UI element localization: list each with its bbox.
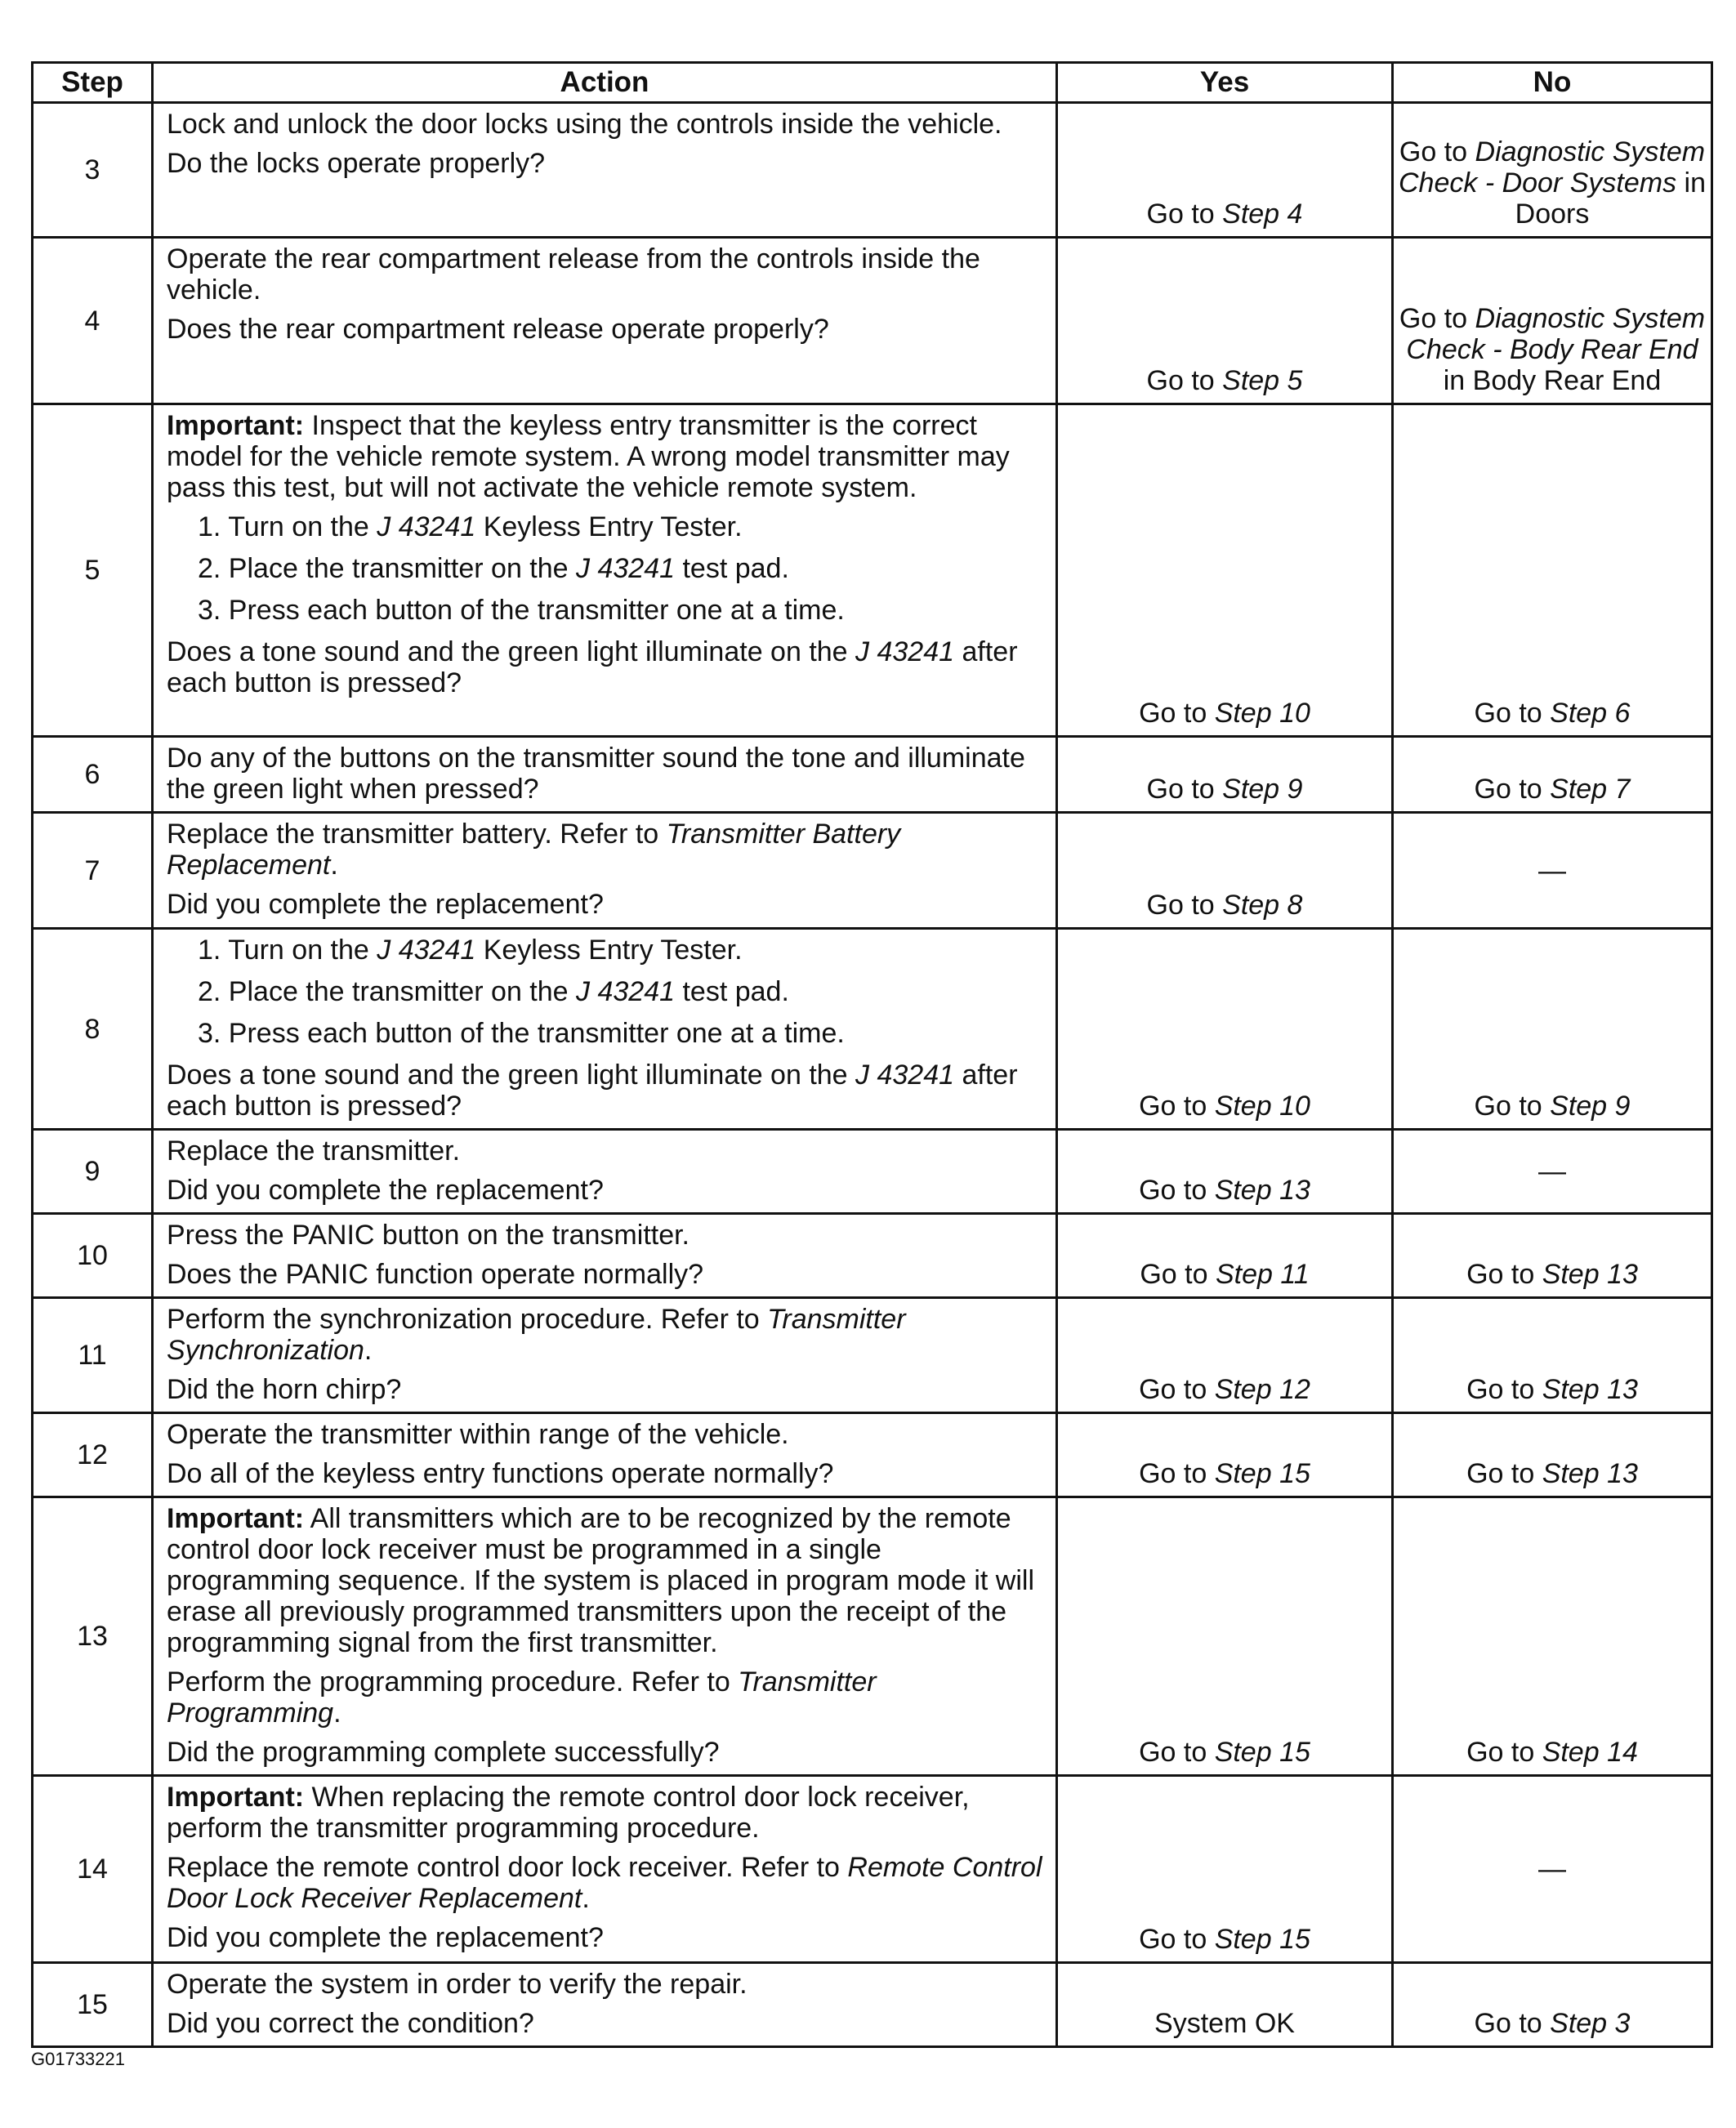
- no-step-link[interactable]: Step 14: [1542, 1737, 1638, 1768]
- table-row-step-15: [33, 1963, 1712, 2047]
- no-cell: [1393, 103, 1712, 238]
- no-step-link[interactable]: Step 6: [1550, 698, 1631, 729]
- question-text: after each button is pressed?: [167, 1060, 1018, 1122]
- action-cell: [153, 1214, 1057, 1298]
- important-text: All transmitters which are to be recognized by the remote control door lock receiver must be programmed in a single programming sequence. If the system is placed in program mode it will erase all previously programmed transmitters upon the receipt of the programming signal from the first transmitter.: [167, 1503, 1035, 1658]
- action-cell: [153, 1130, 1057, 1214]
- yes-prefix: Go to: [1140, 1259, 1216, 1290]
- no-cell: [1393, 1497, 1712, 1776]
- yes-prefix: Go to: [1139, 1374, 1215, 1405]
- table-row-step-7: [33, 813, 1712, 929]
- table-row-step-4: [33, 238, 1712, 404]
- action-text-part: Replace the remote control door lock receiver. Refer to: [167, 1852, 848, 1883]
- no-reference-link[interactable]: Diagnostic System Check - Body Rear End: [1406, 303, 1706, 365]
- important-text: When replacing the remote control door lock receiver, perform the transmitter programming procedure.: [167, 1782, 970, 1844]
- action-text-part: .: [333, 1697, 341, 1729]
- table-row-step-3: [33, 103, 1712, 238]
- action-question: Do any of the buttons on the transmitter sound the tone and illuminate the green light when pressed?: [167, 743, 1025, 805]
- important-label: Important:: [167, 410, 305, 441]
- table-row-step-9: [33, 1130, 1712, 1214]
- list-text: test pad.: [675, 976, 789, 1007]
- action-text-part: .: [364, 1335, 373, 1366]
- tool-reference: J 43241: [576, 553, 676, 584]
- no-prefix: Go to: [1474, 698, 1551, 729]
- yes-cell: [1057, 1497, 1393, 1776]
- no-cell: [1393, 1214, 1712, 1298]
- no-reference-link[interactable]: Diagnostic System Check - Door Systems: [1399, 136, 1706, 199]
- yes-prefix: Go to: [1146, 199, 1223, 230]
- table-row-step-13: [33, 1497, 1712, 1776]
- yes-prefix: Go to: [1146, 774, 1223, 805]
- yes-step-link[interactable]: Step 10: [1214, 1091, 1310, 1122]
- action-text: [167, 1852, 1044, 1914]
- no-prefix: Go to: [1474, 774, 1551, 805]
- yes-step-link[interactable]: Step 15: [1214, 1924, 1310, 1955]
- yes-cell: [1057, 929, 1393, 1130]
- table-row-step-14: [33, 1776, 1712, 1963]
- step-number: 11: [33, 1298, 153, 1413]
- action-cell: [153, 1497, 1057, 1776]
- yes-step-link[interactable]: Step 15: [1214, 1458, 1310, 1489]
- action-question: [167, 1060, 1044, 1122]
- header-yes: Yes: [1057, 63, 1393, 103]
- action-cell: [153, 103, 1057, 238]
- important-label: Important:: [167, 1782, 305, 1813]
- no-prefix: Go to: [1474, 1091, 1551, 1122]
- question-text: after each button is pressed?: [167, 636, 1018, 698]
- action-question: Do the locks operate properly?: [167, 148, 546, 179]
- step-number: 5: [33, 404, 153, 737]
- yes-cell: [1057, 238, 1393, 404]
- no-step-link[interactable]: Step 13: [1542, 1259, 1638, 1290]
- action-cell: [153, 404, 1057, 737]
- yes-prefix: Go to: [1139, 1175, 1215, 1206]
- step-number: 7: [33, 813, 153, 929]
- yes-cell: [1057, 737, 1393, 813]
- yes-cell: System OK: [1057, 1963, 1393, 2047]
- list-item: 3. Press each button of the transmitter one at a time.: [198, 595, 845, 626]
- yes-step-link[interactable]: Step 13: [1214, 1175, 1310, 1206]
- action-question: Did you correct the condition?: [167, 2008, 534, 2039]
- yes-cell: [1057, 1214, 1393, 1298]
- yes-step-link[interactable]: Step 15: [1214, 1737, 1310, 1768]
- step-number: 13: [33, 1497, 153, 1776]
- yes-prefix: Go to: [1139, 698, 1215, 729]
- important-note: [167, 1782, 1044, 1844]
- step-number: 14: [33, 1776, 153, 1963]
- no-prefix: Go to: [1466, 1259, 1542, 1290]
- action-text: Operate the rear compartment release from the controls inside the vehicle.: [167, 243, 980, 306]
- yes-step-link[interactable]: Step 9: [1222, 774, 1303, 805]
- list-item: [167, 511, 1044, 542]
- question-text: Does a tone sound and the green light illuminate on the: [167, 1060, 856, 1091]
- yes-cell: [1057, 1130, 1393, 1214]
- action-text-part: .: [330, 850, 338, 881]
- tool-reference: J 43241: [377, 935, 476, 966]
- procedure-reference[interactable]: Transmitter Programming: [167, 1666, 877, 1729]
- table-row-step-6: [33, 737, 1712, 813]
- yes-cell: [1057, 404, 1393, 737]
- procedure-list: [167, 935, 1044, 1049]
- action-text: Replace the transmitter.: [167, 1135, 461, 1167]
- table-row-step-5: [33, 404, 1712, 737]
- tool-reference: J 43241: [576, 976, 676, 1007]
- procedure-list: [167, 511, 1044, 626]
- list-text: test pad.: [675, 553, 789, 584]
- diagnostic-table-sheet: [31, 61, 1711, 2048]
- important-text: Inspect that the keyless entry transmitter is the correct model for the vehicle remote system. A wrong model transmitter may pass this test, but will not activate the vehicle remote system.: [167, 410, 1010, 503]
- yes-cell: [1057, 813, 1393, 929]
- list-text: 1. Turn on the: [198, 511, 377, 542]
- table-row-step-11: [33, 1298, 1712, 1413]
- yes-prefix: Go to: [1139, 1091, 1215, 1122]
- procedure-reference[interactable]: Remote Control Door Lock Receiver Replacement: [167, 1852, 1042, 1914]
- step-number: 10: [33, 1214, 153, 1298]
- step-number: 9: [33, 1130, 153, 1214]
- yes-step-link[interactable]: Step 8: [1222, 890, 1303, 921]
- table-header-row: [33, 63, 1712, 103]
- no-step-link[interactable]: Step 7: [1550, 774, 1631, 805]
- step-number: 4: [33, 238, 153, 404]
- action-question: Did you complete the replacement?: [167, 1175, 604, 1206]
- action-question: Did you complete the replacement?: [167, 1922, 604, 1953]
- list-item: [167, 976, 1044, 1007]
- action-cell: [153, 238, 1057, 404]
- no-cell: —: [1393, 1776, 1712, 1963]
- tool-reference: J 43241: [377, 511, 476, 542]
- action-question: Did the horn chirp?: [167, 1374, 402, 1405]
- no-cell: [1393, 1963, 1712, 2047]
- yes-prefix: Go to: [1139, 1924, 1215, 1955]
- yes-step-link[interactable]: Step 12: [1214, 1374, 1310, 1405]
- yes-prefix: Go to: [1146, 890, 1223, 921]
- table-row-step-8: [33, 929, 1712, 1130]
- action-cell: [153, 929, 1057, 1130]
- list-text: 2. Place the transmitter on the: [198, 553, 577, 584]
- action-cell: [153, 737, 1057, 813]
- yes-cell: [1057, 1298, 1393, 1413]
- step-number: 15: [33, 1963, 153, 2047]
- yes-cell: [1057, 103, 1393, 238]
- figure-id: G01733221: [31, 2049, 125, 2069]
- yes-step-link[interactable]: Step 4: [1222, 199, 1303, 230]
- no-prefix: Go to: [1399, 136, 1475, 167]
- no-step-link[interactable]: Step 13: [1542, 1458, 1638, 1489]
- yes-step-link[interactable]: Step 5: [1222, 365, 1303, 396]
- yes-prefix: Go to: [1139, 1458, 1215, 1489]
- tool-reference: J 43241: [855, 636, 955, 667]
- action-text: Press the PANIC button on the transmitter.: [167, 1220, 690, 1251]
- action-text: Lock and unlock the door locks using the controls inside the vehicle.: [167, 109, 1002, 140]
- action-cell: [153, 1963, 1057, 2047]
- step-number: 6: [33, 737, 153, 813]
- no-step-link[interactable]: Step 13: [1542, 1374, 1638, 1405]
- no-prefix: Go to: [1466, 1458, 1542, 1489]
- list-text: Keyless Entry Tester.: [475, 935, 743, 966]
- no-prefix: Go to: [1466, 1374, 1542, 1405]
- action-text: Operate the transmitter within range of the vehicle.: [167, 1419, 789, 1450]
- no-suffix: in Body Rear End: [1443, 365, 1662, 396]
- step-number: 8: [33, 929, 153, 1130]
- question-text: Does a tone sound and the green light illuminate on the: [167, 636, 856, 667]
- list-text: Keyless Entry Tester.: [475, 511, 743, 542]
- action-question: Does the PANIC function operate normally?: [167, 1259, 704, 1290]
- no-cell: [1393, 1413, 1712, 1497]
- no-cell: [1393, 929, 1712, 1130]
- action-question: Did you complete the replacement?: [167, 889, 604, 920]
- no-step-link[interactable]: Step 3: [1550, 2008, 1631, 2039]
- yes-step-link[interactable]: Step 10: [1214, 698, 1310, 729]
- no-cell: [1393, 238, 1712, 404]
- diagnostic-table: [31, 61, 1713, 2048]
- table-row-step-12: [33, 1413, 1712, 1497]
- table-row-step-10: [33, 1214, 1712, 1298]
- no-suffix: in Doors: [1515, 167, 1707, 230]
- yes-step-link[interactable]: Step 11: [1215, 1259, 1310, 1290]
- action-question: Did the programming complete successfully?: [167, 1737, 720, 1768]
- action-question: Do all of the keyless entry functions operate normally?: [167, 1458, 834, 1489]
- no-cell: [1393, 404, 1712, 737]
- list-item: [167, 553, 1044, 584]
- procedure-reference[interactable]: Transmitter Synchronization: [167, 1304, 906, 1366]
- action-question: Does the rear compartment release operate properly?: [167, 314, 829, 345]
- list-text: 1. Turn on the: [198, 935, 377, 966]
- no-cell: [1393, 737, 1712, 813]
- header-no: No: [1393, 63, 1712, 103]
- action-text: [167, 1304, 1044, 1366]
- action-text-part: Replace the transmitter battery. Refer to: [167, 819, 667, 850]
- action-text-part: Perform the synchronization procedure. Refer to: [167, 1304, 768, 1335]
- no-step-link[interactable]: Step 9: [1550, 1091, 1631, 1122]
- list-item: 3. Press each button of the transmitter one at a time.: [198, 1018, 845, 1049]
- important-note: [167, 1503, 1044, 1658]
- no-cell: —: [1393, 1130, 1712, 1214]
- action-cell: [153, 1413, 1057, 1497]
- action-text: [167, 819, 1044, 881]
- action-cell: [153, 1776, 1057, 1963]
- header-action: Action: [153, 63, 1057, 103]
- yes-prefix: Go to: [1146, 365, 1223, 396]
- yes-prefix: Go to: [1139, 1737, 1215, 1768]
- action-cell: [153, 1298, 1057, 1413]
- header-step: Step: [33, 63, 153, 103]
- tool-reference: J 43241: [855, 1060, 955, 1091]
- no-prefix: Go to: [1474, 2008, 1551, 2039]
- step-number: 12: [33, 1413, 153, 1497]
- step-number: 3: [33, 103, 153, 238]
- action-text-part: .: [582, 1883, 590, 1914]
- list-text: 2. Place the transmitter on the: [198, 976, 577, 1007]
- action-text-part: Perform the programming procedure. Refer to: [167, 1666, 739, 1697]
- action-question: [167, 636, 1044, 698]
- yes-cell: [1057, 1776, 1393, 1963]
- list-item: [167, 935, 1044, 966]
- action-text: [167, 1666, 1044, 1729]
- yes-cell: [1057, 1413, 1393, 1497]
- no-cell: —: [1393, 813, 1712, 929]
- action-cell: [153, 813, 1057, 929]
- no-prefix: Go to: [1466, 1737, 1542, 1768]
- important-label: Important:: [167, 1503, 305, 1534]
- procedure-reference[interactable]: Transmitter Battery Replacement: [167, 819, 901, 881]
- important-note: [167, 410, 1044, 503]
- action-text: Operate the system in order to verify the repair.: [167, 1969, 748, 2000]
- no-prefix: Go to: [1399, 303, 1475, 334]
- no-cell: [1393, 1298, 1712, 1413]
